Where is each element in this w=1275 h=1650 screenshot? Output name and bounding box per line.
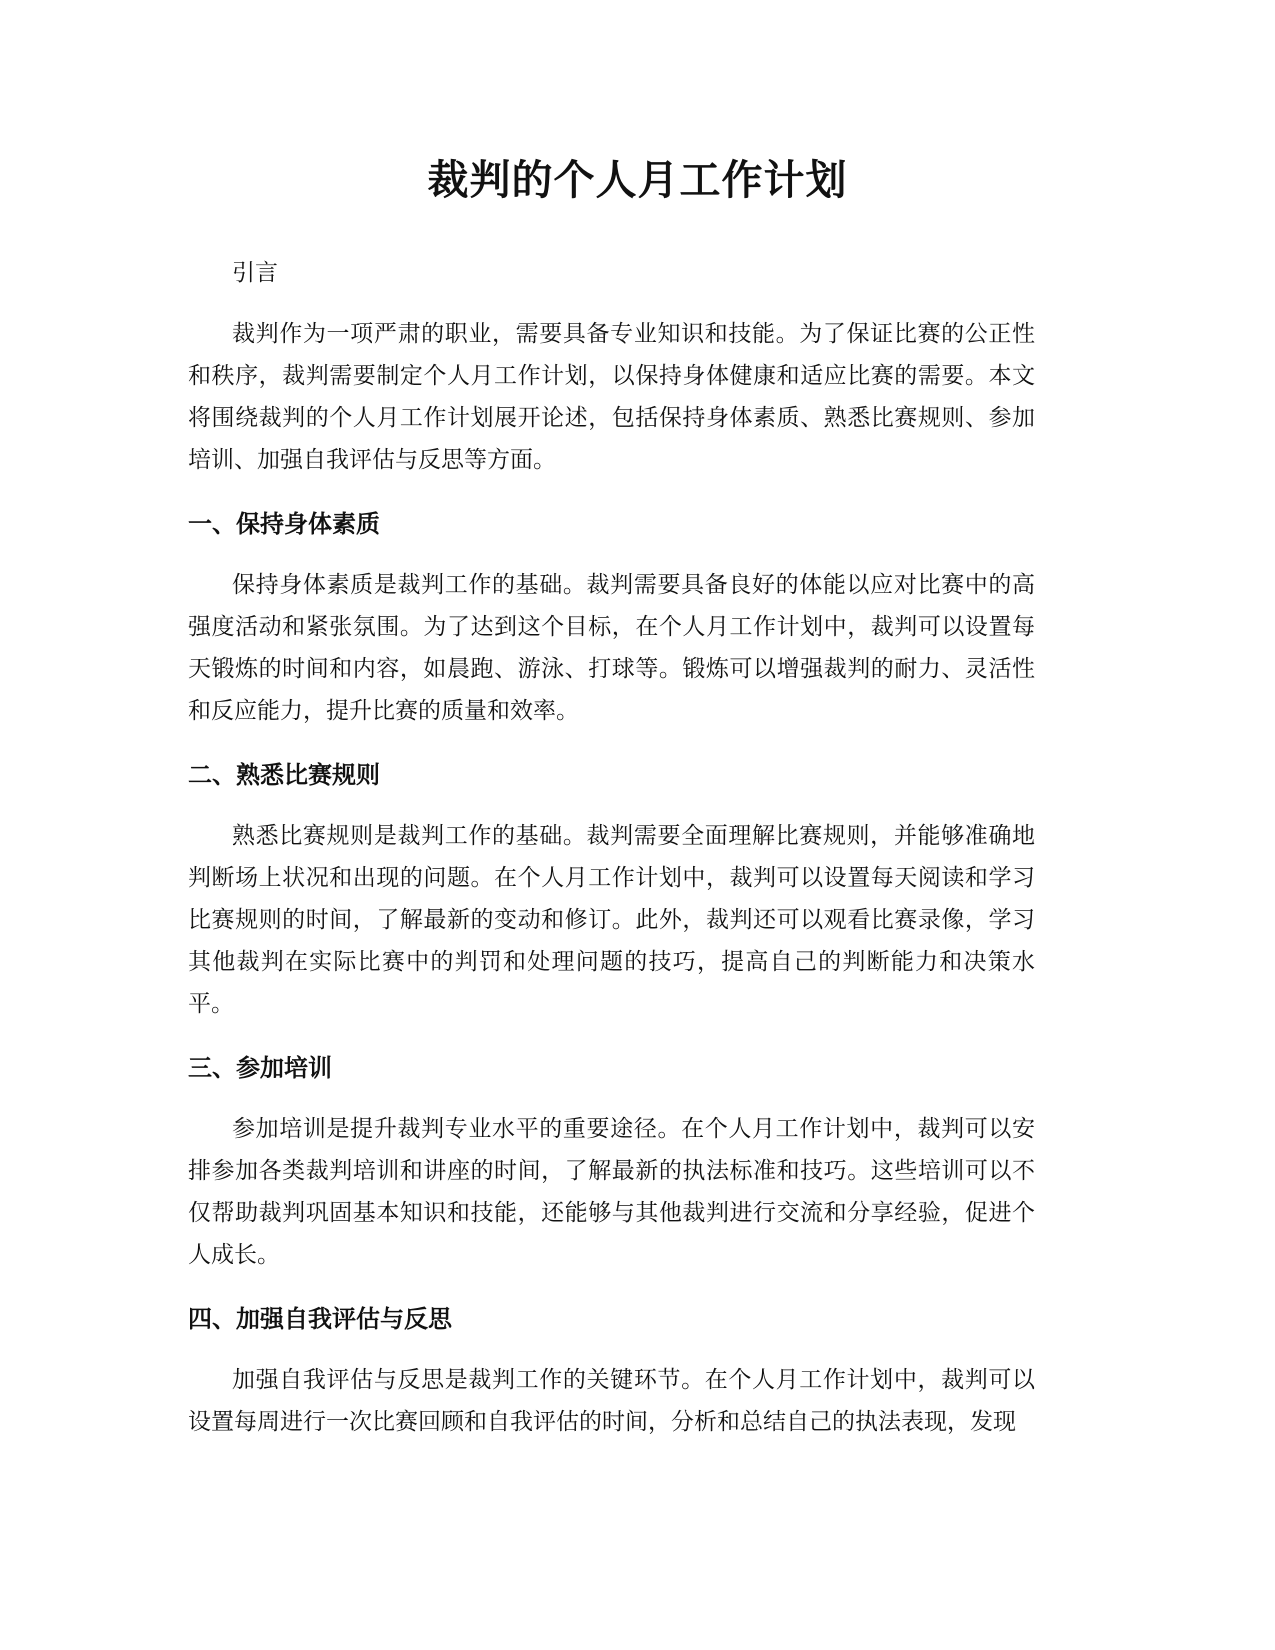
section-heading-physical: 一、保持身体素质 xyxy=(188,510,380,538)
document-title: 裁判的个人月工作计划 xyxy=(427,156,848,204)
section-paragraph-physical: 保持身体素质是裁判工作的基础。裁判需要具备良好的体能以应对比赛中的高强度活动和紧张氛围。为了达到这个目标，在个人月工作计划中，裁判可以设置每天锻炼的时间和内容，如晨跑、游泳、打球等。锻炼可以增强裁判的耐力、灵活性和反应能力，提升比赛的质量和效率。 xyxy=(188,572,1035,724)
intro-paragraph: 裁判作为一项严肃的职业，需要具备专业知识和技能。为了保证比赛的公正性和秩序，裁判需要制定个人月工作计划，以保持身体健康和适应比赛的需要。本文将围绕裁判的个人月工作计划展开论述，包括保持身体素质、熟悉比赛规则、参加培训、加强自我评估与反思等方面。 xyxy=(188,321,1035,473)
section-paragraph-rules: 熟悉比赛规则是裁判工作的基础。裁判需要全面理解比赛规则，并能够准确地判断场上状况和出现的问题。在个人月工作计划中，裁判可以设置每天阅读和学习比赛规则的时间，了解最新的变动和修订。此外，裁判还可以观看比赛录像，学习其他裁判在实际比赛中的判罚和处理问题的技巧，提高自己的判断能力和决策水平。 xyxy=(188,823,1035,1017)
section-paragraph-self-assessment: 加强自我评估与反思是裁判工作的关键环节。在个人月工作计划中，裁判可以设置每周进行一次比赛回顾和自我评估的时间，分析和总结自己的执法表现，发现 xyxy=(188,1367,1035,1435)
section-paragraph-training: 参加培训是提升裁判专业水平的重要途径。在个人月工作计划中，裁判可以安排参加各类裁判培训和讲座的时间，了解最新的执法标准和技巧。这些培训可以不仅帮助裁判巩固基本知识和技能，还能够与其他裁判进行交流和分享经验，促进个人成长。 xyxy=(188,1116,1035,1268)
section-heading-rules: 二、熟悉比赛规则 xyxy=(188,761,380,789)
section-heading-training: 三、参加培训 xyxy=(188,1054,332,1082)
intro-label: 引言 xyxy=(232,260,278,286)
section-heading-self-assessment: 四、加强自我评估与反思 xyxy=(188,1305,452,1333)
